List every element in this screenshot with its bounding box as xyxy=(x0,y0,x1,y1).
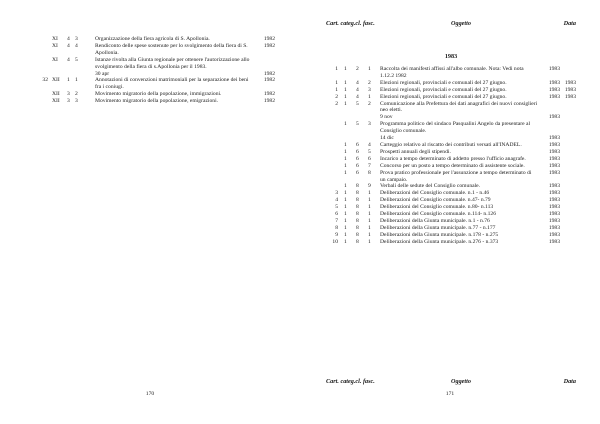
entry-class: 5 xyxy=(356,100,359,107)
entry-class: 3 xyxy=(75,98,78,105)
entry-class: 4 xyxy=(356,86,359,93)
entry-subject: Prospetti annuali degli stipendi. xyxy=(380,148,451,155)
entry-cart: 6 xyxy=(335,211,338,218)
entry-subject: Deliberazioni del Consiglio comunale. n.114- n.126 xyxy=(380,211,496,218)
page-number: 170 xyxy=(145,391,155,397)
entry-subject: Carteggio relativo al riscatto dei contributi versati all'INADEL. xyxy=(380,141,522,148)
entry-year: 1983 xyxy=(548,114,560,121)
entry-fasc: 1 xyxy=(368,66,371,72)
entry-fasc: 2 xyxy=(368,79,371,86)
entry-categ: 1 xyxy=(344,162,347,169)
entry-categ: 1 xyxy=(67,77,70,84)
entry-fasc: 1 xyxy=(368,204,371,211)
entry-fasc: 2 xyxy=(368,100,371,107)
entry-subject: Deliberazioni della Giunta municipale. n.1 - n.76 xyxy=(380,217,490,224)
entry-year: 1983 xyxy=(548,155,560,162)
entry-cart: 1 xyxy=(335,66,338,72)
entry-year: 1983 xyxy=(548,224,560,231)
entry-fasc: 1 xyxy=(368,197,371,204)
entry-categ: 1 xyxy=(344,217,347,224)
entry-class: 8 xyxy=(356,211,359,218)
entry-fasc: 5 xyxy=(368,148,371,155)
entry-fasc: 1 xyxy=(368,231,371,238)
entry-categ: 4 xyxy=(67,36,70,42)
entry-cart: 10 xyxy=(332,238,338,245)
entry-year: 1983 xyxy=(548,169,560,176)
entry-row xyxy=(30,43,275,57)
entry-year: 1982 xyxy=(263,91,275,98)
entry-categ: 3 xyxy=(67,98,70,105)
entry-subject: Istanze rivolta alla Giunta regionale per ottenere l'autorizzazione allo svolgimento della fiera di s.Apollonia per il 1983. xyxy=(95,56,250,70)
entry-categ: 1 xyxy=(344,86,347,93)
entry-subject: Incarico a tempo determinato di addetto presso l'ufficio anagrafe. xyxy=(380,155,526,162)
entry-class: 8 xyxy=(356,204,359,211)
column-footer xyxy=(326,378,576,385)
entry-year: 1983 xyxy=(548,197,560,204)
entry-class: 8 xyxy=(356,183,359,190)
entry-row xyxy=(326,183,576,190)
entry-class: 8 xyxy=(356,197,359,204)
entry-number: 32 xyxy=(42,77,48,84)
entry-row xyxy=(326,121,576,135)
entry-cart: 1 xyxy=(335,86,338,93)
entry-class: 8 xyxy=(356,217,359,224)
entry-subject: Comunicazione alla Prefettura dei dati anagrafici dei nuovi consiglieri neo eletti. xyxy=(380,100,538,114)
entry-cart: 2 xyxy=(335,93,338,100)
entry-year: 1983 xyxy=(548,79,560,86)
entry-cart: XI xyxy=(52,42,58,49)
entry-subject: Raccolta dei manifesti affissi all'albo comunale. Nota: Vedi nota 1.12.2 1982 xyxy=(380,66,524,79)
entry-year: 1983 xyxy=(548,190,560,197)
entry-cart: 5 xyxy=(335,204,338,211)
entry-categ: 1 xyxy=(344,66,347,72)
entry-cart: 3 xyxy=(335,190,338,197)
entry-class: 6 xyxy=(356,141,359,148)
entry-class: 4 xyxy=(356,93,359,100)
entry-class: 8 xyxy=(356,224,359,231)
entry-year: 1983 xyxy=(548,211,560,218)
entry-year: 1982 xyxy=(263,36,275,42)
entry-year-extra: 1983 xyxy=(564,93,576,100)
entry-subject: Deliberazioni della Giunta municipale. n.276 - n.373 xyxy=(380,238,499,245)
entry-subject: Elezioni regionali, provinciali e comunali del 27 giugno. xyxy=(380,93,507,100)
entry-row xyxy=(326,218,576,225)
entry-categ: 4 xyxy=(67,56,70,63)
entry-subject: Prova pratico professionale per l'assunzione a tempo determinato di un campaio. xyxy=(380,169,532,183)
entry-cart: 2 xyxy=(335,100,338,107)
entry-categ: 3 xyxy=(67,91,70,98)
entry-year: 1983 xyxy=(548,183,560,190)
entry-categ: 1 xyxy=(344,238,347,245)
entry-row xyxy=(326,94,576,101)
entry-class: 6 xyxy=(356,148,359,155)
entry-fasc: 1 xyxy=(368,238,371,245)
column-header-cart: Cart. categ.cl. fasc. xyxy=(326,20,375,27)
entry-class: 8 xyxy=(356,231,359,238)
entry-class: 3 xyxy=(75,36,78,42)
entry-row xyxy=(30,36,275,43)
entry-row xyxy=(326,232,576,239)
entry-categ: 1 xyxy=(344,79,347,86)
entry-subject: Movimento migratorio della popolazione, immigrazioni. xyxy=(95,91,222,98)
entry-class: 5 xyxy=(356,121,359,128)
entry-row xyxy=(326,190,576,197)
entry-row xyxy=(326,211,576,218)
entry-row xyxy=(326,135,576,142)
entry-fasc: 7 xyxy=(368,162,371,169)
entry-categ: 1 xyxy=(344,190,347,197)
entry-fasc: 6 xyxy=(368,155,371,162)
entry-subject: Deliberazioni del Consiglio comunale. n.1 - n.46 xyxy=(380,190,490,197)
entry-class: 2 xyxy=(75,91,78,98)
column-header xyxy=(326,20,576,27)
entry-subject: Elezioni regionali, provinciali e comunali del 27 giugno. xyxy=(380,86,507,93)
entry-row xyxy=(326,197,576,204)
entry-cart: 8 xyxy=(335,224,338,231)
entry-year: 1982 xyxy=(263,77,275,84)
entry-row xyxy=(30,57,275,71)
entry-row xyxy=(326,170,576,184)
entry-fasc: 3 xyxy=(368,121,371,128)
entry-subject: 14 dic xyxy=(380,135,394,142)
entry-subject: Deliberazioni del Consiglio comunale. n.47- n.79 xyxy=(380,197,491,204)
entry-cart: 4 xyxy=(335,197,338,204)
entry-cart: XI xyxy=(52,56,58,63)
entry-subject: Deliberazioni della Giunta municipale. n.178 - n.275 xyxy=(380,231,499,238)
entry-categ: 1 xyxy=(344,183,347,190)
entry-row xyxy=(326,114,576,121)
entry-row xyxy=(326,87,576,94)
entry-fasc: 1 xyxy=(368,217,371,224)
entry-categ: 1 xyxy=(344,148,347,155)
entry-categ: 1 xyxy=(344,100,347,107)
column-footer-oggetto: Oggetto xyxy=(451,378,471,385)
column-footer-data: Data xyxy=(563,378,576,385)
entry-year: 1982 xyxy=(263,70,275,77)
entry-categ: 1 xyxy=(344,169,347,176)
entry-year: 1983 xyxy=(548,162,560,169)
entry-year: 1982 xyxy=(263,42,275,49)
entry-year: 1983 xyxy=(548,66,560,72)
entry-row xyxy=(326,163,576,170)
entry-subject: Rendiconto delle spese sostenute per lo svolgimento della fiera di S. Apollonia. xyxy=(95,42,248,56)
entry-row xyxy=(326,149,576,156)
entry-year: 1983 xyxy=(548,135,560,142)
entry-row xyxy=(326,142,576,149)
entry-fasc: 3 xyxy=(368,86,371,93)
entry-year: 1982 xyxy=(263,98,275,105)
entry-categ: 1 xyxy=(344,141,347,148)
entry-year: 1983 xyxy=(548,238,560,245)
entry-categ: 1 xyxy=(344,121,347,128)
entry-categ: 1 xyxy=(344,224,347,231)
entry-categ: 1 xyxy=(344,231,347,238)
entry-class: 8 xyxy=(356,238,359,245)
entry-class: 8 xyxy=(356,190,359,197)
entry-cart: 7 xyxy=(335,217,338,224)
entry-subject: Annotazioni di convenzioni matrimoniali per la separazione dei beni fra i coniugi. xyxy=(95,77,249,91)
entry-year: 1983 xyxy=(548,204,560,211)
left-entry-list xyxy=(30,36,275,105)
entry-row xyxy=(326,204,576,211)
page-number: 171 xyxy=(445,391,455,397)
entry-year: 1983 xyxy=(548,231,560,238)
entry-subject: Concorso per un posto a tempo determinato di assistente sociale. xyxy=(380,162,525,169)
entry-subject: Verbali delle sedute del Consiglio comunale. xyxy=(380,183,481,190)
entry-class: 4 xyxy=(75,42,78,49)
entry-fasc: 1 xyxy=(368,93,371,100)
entry-class: 4 xyxy=(356,79,359,86)
entry-class: 5 xyxy=(75,56,78,63)
entry-class: 2 xyxy=(356,66,359,72)
entry-row xyxy=(326,80,576,87)
year-heading: 1983 xyxy=(444,53,458,60)
entry-cart: XII xyxy=(52,98,60,105)
entry-row xyxy=(326,225,576,232)
entry-row xyxy=(30,77,275,91)
entry-fasc: 8 xyxy=(368,169,371,176)
entry-categ: 4 xyxy=(67,42,70,49)
entry-year-extra: 1983 xyxy=(564,79,576,86)
entry-categ: 1 xyxy=(344,211,347,218)
entry-fasc: 4 xyxy=(368,141,371,148)
entry-class: 1 xyxy=(75,77,78,84)
entry-subject: Elezioni regionali, provinciali e comunali del 27 giugno. xyxy=(380,79,507,86)
entry-cart: 9 xyxy=(335,231,338,238)
entry-fasc: 1 xyxy=(368,211,371,218)
entry-row xyxy=(326,156,576,163)
right-entry-list xyxy=(326,66,576,246)
entry-fasc: 9 xyxy=(368,183,371,190)
entry-row xyxy=(326,66,576,80)
entry-fasc: 1 xyxy=(368,224,371,231)
entry-categ: 1 xyxy=(344,197,347,204)
entry-year: 1983 xyxy=(548,93,560,100)
entry-categ: 1 xyxy=(344,155,347,162)
entry-class: 6 xyxy=(356,169,359,176)
entry-row xyxy=(30,98,275,105)
entry-cart: XI xyxy=(52,36,58,42)
entry-row xyxy=(326,239,576,246)
entry-year: 1983 xyxy=(548,141,560,148)
entry-cart: XII xyxy=(52,91,60,98)
entry-cart: 1 xyxy=(335,79,338,86)
column-header-oggetto: Oggetto xyxy=(451,20,471,27)
entry-categ: 1 xyxy=(344,93,347,100)
entry-subject: 30 apr xyxy=(95,70,110,77)
entry-fasc: 1 xyxy=(368,190,371,197)
entry-row xyxy=(30,91,275,98)
entry-categ: 1 xyxy=(344,204,347,211)
entry-subject: Deliberazioni del Consiglio comunale. n.80- n.113 xyxy=(380,204,494,211)
entry-subject: 9 nov xyxy=(380,114,393,121)
entry-year: 1983 xyxy=(548,86,560,93)
right-page xyxy=(300,0,600,424)
column-header-data: Data xyxy=(563,20,576,27)
entry-class: 6 xyxy=(356,155,359,162)
entry-subject: Deliberazioni della Giunta municipale. n.77 - n.177 xyxy=(380,224,496,231)
entry-year: 1983 xyxy=(548,217,560,224)
entry-cart: XII xyxy=(52,77,60,84)
entry-subject: Movimento migratorio della popolazione, emigrazioni. xyxy=(95,98,219,105)
entry-subject: Organizzazione della fiera agricola di S. Apollonia. xyxy=(95,36,210,42)
entry-subject: Programma politico del sindaco Pasqualini Angelo da presentare al Consiglio comunale. xyxy=(380,121,531,135)
entry-row xyxy=(30,71,275,78)
entry-year: 1983 xyxy=(548,148,560,155)
entry-class: 6 xyxy=(356,162,359,169)
entry-row xyxy=(326,101,576,115)
entry-year-extra: 1983 xyxy=(564,86,576,93)
column-footer-cart: Cart. categ.cl. fasc. xyxy=(326,378,375,385)
